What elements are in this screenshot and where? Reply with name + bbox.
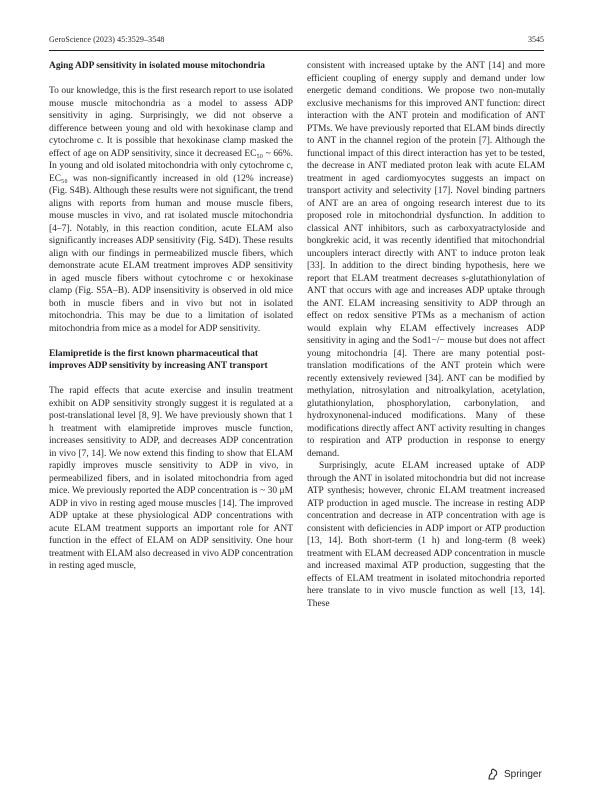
- publisher-name: Springer: [504, 768, 542, 780]
- journal-citation: GeroScience (2023) 45:3529–3548: [49, 35, 165, 44]
- paragraph-ant-mechanisms: consistent with increased uptake by the ANT [14] and more efficient coupling of energy supply and demand under low energetic demand conditions. We propose two non-mutally exclusive mechanisms for this improved ANT function: direct interaction with the ANT protein and modification of ANT PTMs. We have previously reported that ELAM binds directly to ANT in the channel region of the protein [7]. Although the functional impact of this direct interaction has yet to be tested, the decrease in ANT mediated proton leak with acute ELAM treatment in aged cardiomyocytes suggests an impact on transport activity and selectivity [17]. Novel binding partners of ANT are an area of ongoing research interest due to its proposed role in mitochondrial dysfunction. In addition to classical ANT inhibitors, such as carboxyatractyloside and bongkrekic acid, it was recently identified that mitochondrial uncouplers interact directly with ANT to induce proton leak [33]. In addition to the direct binding hypothesis, here we report that ELAM treatment decreases s-glutathionylation of ANT that occurs with age and increases ADP uptake through the ANT. ELAM increasing sensitivity to ADP through an effect on redox sensitive PTMs as a mechanism of action would explain why ELAM effectively increases ADP sensitivity in aging and the Sod1−/− mouse but does not affect young mitochondria [4]. There are many potential post-translation modifications of the ANT protein which were recently extensively reviewed [34]. ANT can be modified by methylation, nitrosylation and nitroalkylation, acetylation, glutathionylation, phosphorylation, carbonylation, and hydroxynonenal-induced modifications. Many of these modifications directly affect ANT activity resulting in changes to respiration and ATP production in response to energy demand.: [307, 61, 545, 459]
- header-rule: [49, 50, 544, 51]
- page-number: 3545: [528, 35, 544, 44]
- right-column: [307, 60, 545, 610]
- left-column: [49, 60, 293, 573]
- paragraph-elamipretide: The rapid effects that acute exercise and insulin treatment exhibit on ADP sensitivity strongly suggest it is regulated at a post-translational level [8, 9]. We have previously shown that 1 h treatment with elamipretide improves muscle function, increases sensitivity to ADP, and decreases ADP concentration in vivo [7, 14]. We now extend this finding to show that ELAM rapidly improves muscle sensitivity to ADP in vivo, in permeabilized fibers, and in isolated mitochondria from aged mice. We previously reported the ADP concentration is ~ 30 μM ADP in vivo in resting aged mouse muscles [14]. The improved ADP uptake at these physiological ADP concentrations with acute ELAM treatment supports an important role for ANT function in the effect of ELAM on ADP sensitivity. One hour treatment with ELAM also decreased in vivo ADP concentration in resting aged muscle,: [49, 386, 293, 571]
- springer-horse-icon: [486, 767, 500, 781]
- publisher-logo: [486, 767, 542, 781]
- page-header: [0, 0, 594, 60]
- section-heading-elamipretide: Elamipretide is the first known pharmaceutical that improves ADP sensitivity by increasing ANT transport: [49, 348, 268, 371]
- section-heading-aging-adp: Aging ADP sensitivity in isolated mouse mitochondria: [49, 61, 266, 71]
- paragraph-aging-adp: To our knowledge, this is the first research report to use isolated mouse muscle mitochondria as a model to assess ADP sensitivity in aging. Surprisingly, we did not observe a difference between young and old with hexokinase clamp and cytochrome c. It is possible that hexokinase clamp masked the effect of age on ADP sensitivity, since it decreased EC₅₀ ~ 66%. In young and old isolated mitochondria with only cytochrome c, EC₅₀ was non-significantly increased in old (12% increase) (Fig. S4B). Although these results were not significant, the trend aligns with reports from human and mouse muscle fibers, mouse muscles in vivo, and rat isolated muscle mitochondria [4–7]. Notably, in this reaction condition, acute ELAM also significantly increases ADP sensitivity (Fig. S4D). These results align with our findings in permeabilized muscle fibers, which demonstrate acute ELAM treatment improves ADP sensitivity in aged muscle fibers without cytochrome c or hexokinase clamp (Fig. S5A–B). ADP insensitivity is observed in old mice both in muscle fibers and in vivo but not in isolated mitochondria. This may be due to a limitation of isolated mitochondria from mice as a model for ADP sensitivity.: [49, 86, 293, 334]
- paragraph-atp-synthesis: Surprisingly, acute ELAM increased uptake of ADP through the ANT in isolated mitochondria but did not increase ATP synthesis; however, chronic ELAM treatment increased ATP production in aged muscle. The increase in resting ADP concentration and decrease in ATP concentration with age is consistent with deficiencies in ADP import or ATP production [13, 14]. Both short-term (1 h) and long-term (8 week) treatment with ELAM decreased ADP concentration in muscle and increased maximal ATP production, suggesting that the effects of ELAM treatment in isolated mitochondria reported here translate to in vivo muscle function as well [13, 14]. These: [307, 461, 545, 609]
